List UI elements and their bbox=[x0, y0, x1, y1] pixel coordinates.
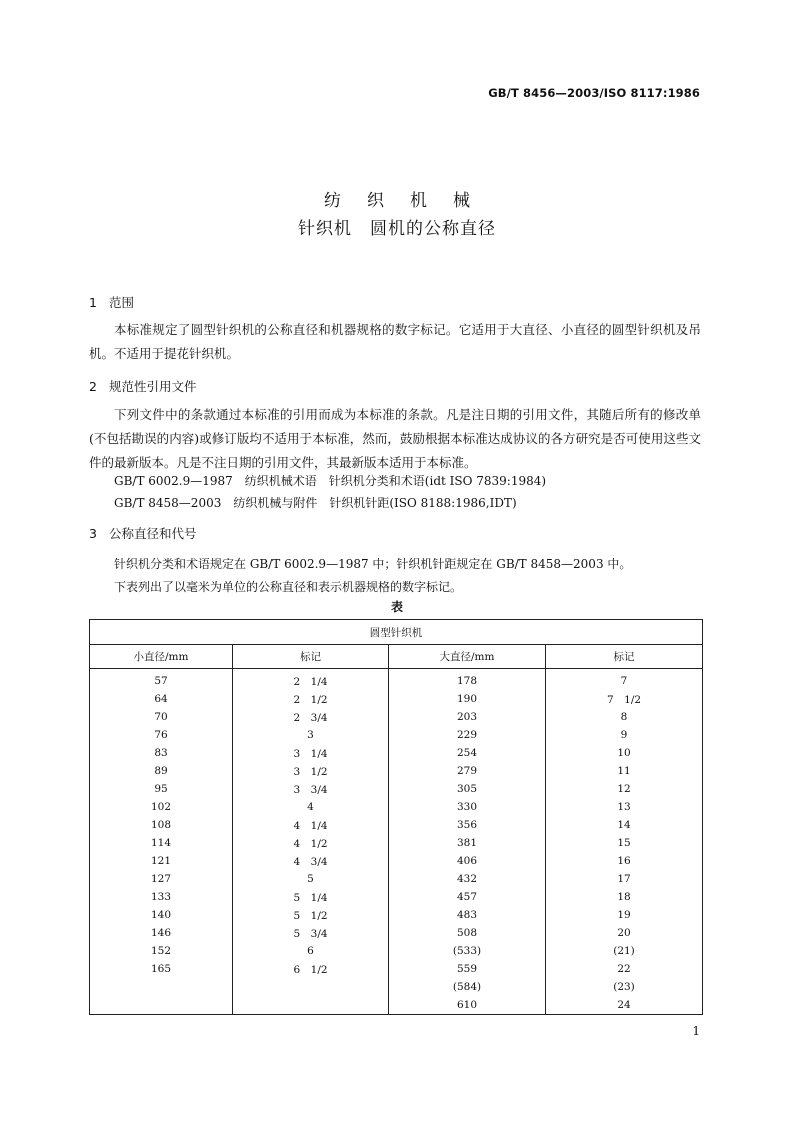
table-cell: 457 bbox=[389, 888, 546, 906]
table-cell: 15 bbox=[546, 834, 703, 852]
section-3-line-1: 针织机分类和术语规定在 GB/T 6002.9—1987 中；针织机针距规定在 GB/T 8458—2003 中。 bbox=[114, 557, 632, 571]
table-row bbox=[90, 834, 703, 852]
table-cell: 64 bbox=[90, 690, 233, 708]
table-cell: 20 bbox=[546, 924, 703, 942]
table-cell: 5 1/2 bbox=[233, 906, 389, 924]
table-cell: 2 3/4 bbox=[233, 708, 389, 726]
table-cell: 146 bbox=[90, 924, 233, 942]
document-title-main: 纺织机械 bbox=[324, 191, 496, 211]
table-cell: 22 bbox=[546, 960, 703, 978]
table-cell: 152 bbox=[90, 942, 233, 960]
table-cell: 305 bbox=[389, 780, 546, 798]
section-title: 公称直径和代号 bbox=[109, 526, 197, 541]
table-cell: 3 bbox=[233, 726, 389, 744]
table-row bbox=[90, 708, 703, 726]
table-cell: 6 bbox=[233, 942, 389, 960]
table-cell: 559 bbox=[389, 960, 546, 978]
document-title-sub: 针织机 圆机的公称直径 bbox=[298, 219, 496, 239]
reference-gb-6002-9: GB/T 6002.9—1987 纺织机械术语 针织机分类和术语(idt ISO 7839:1984) bbox=[114, 474, 547, 488]
table-cell: 16 bbox=[546, 852, 703, 870]
table-cell: 508 bbox=[389, 924, 546, 942]
section-number: 3 bbox=[89, 526, 97, 541]
section-2-paragraph: 下列文件中的条款通过本标准的引用而成为本标准的条款。凡是注日期的引用文件，其随后所有的修改单(不包括勘误的内容)或修订版均不适用于本标准，然而，鼓励根据本标准达成协议的各方研究是否可使用这些文件的最新版本。凡是不注日期的引用文件，其最新版本适用于本标准。 bbox=[89, 407, 701, 470]
table-cell: 114 bbox=[90, 834, 233, 852]
table-row bbox=[90, 780, 703, 798]
table-row bbox=[90, 726, 703, 744]
table-row bbox=[90, 690, 703, 708]
table-cell: 432 bbox=[389, 870, 546, 888]
table-cell: 4 1/4 bbox=[233, 816, 389, 834]
table-cell: 178 bbox=[389, 669, 546, 691]
section-1-paragraph: 本标准规定了圆型针织机的公称直径和机器规格的数字标记。它适用于大直径、小直径的圆型针织机及吊机。不适用于提花针织机。 bbox=[89, 322, 701, 361]
table-row bbox=[90, 744, 703, 762]
table-cell: 406 bbox=[389, 852, 546, 870]
table-row bbox=[90, 870, 703, 888]
table-cell: 4 bbox=[233, 798, 389, 816]
table-cell: 610 bbox=[389, 996, 546, 1015]
table-row bbox=[90, 669, 703, 691]
table-cell: 17 bbox=[546, 870, 703, 888]
table-cell: 5 3/4 bbox=[233, 924, 389, 942]
section-2-heading bbox=[89, 377, 197, 395]
standard-code: GB/T 8456—2003/ISO 8117:1986 bbox=[488, 86, 700, 100]
section-title: 范围 bbox=[109, 295, 135, 310]
table-cell: 2 1/2 bbox=[233, 690, 389, 708]
table-cell: 279 bbox=[389, 762, 546, 780]
table-cell: 5 1/4 bbox=[233, 888, 389, 906]
section-number: 2 bbox=[89, 379, 97, 394]
table-row bbox=[90, 762, 703, 780]
column-header-mark: 标记 bbox=[546, 645, 703, 669]
table-cell: 83 bbox=[90, 744, 233, 762]
table-cell: 108 bbox=[90, 816, 233, 834]
section-3-heading bbox=[89, 524, 197, 542]
table-group-header: 圆型针织机 bbox=[90, 620, 703, 645]
section-title: 规范性引用文件 bbox=[109, 379, 197, 394]
table-cell: 165 bbox=[90, 960, 233, 978]
table-cell: 12 bbox=[546, 780, 703, 798]
table-cell: 24 bbox=[546, 996, 703, 1015]
table-cell: 6 1/2 bbox=[233, 960, 389, 978]
diameter-table bbox=[89, 619, 703, 1015]
table-cell: 11 bbox=[546, 762, 703, 780]
table-row bbox=[90, 852, 703, 870]
page-number: 1 bbox=[692, 1024, 700, 1038]
table-row bbox=[90, 978, 703, 996]
column-header-mark: 标记 bbox=[233, 645, 389, 669]
table-cell: (23) bbox=[546, 978, 703, 996]
table-cell: (584) bbox=[389, 978, 546, 996]
table-cell: 190 bbox=[389, 690, 546, 708]
table-cell: 483 bbox=[389, 906, 546, 924]
table-cell: 140 bbox=[90, 906, 233, 924]
table-row bbox=[90, 906, 703, 924]
table-cell: 18 bbox=[546, 888, 703, 906]
table-cell bbox=[90, 996, 233, 1015]
table-cell: (21) bbox=[546, 942, 703, 960]
table-cell: 121 bbox=[90, 852, 233, 870]
table-cell: 127 bbox=[90, 870, 233, 888]
table-cell: 10 bbox=[546, 744, 703, 762]
column-header-large-diameter: 大直径/mm bbox=[389, 645, 546, 669]
table-cell: 70 bbox=[90, 708, 233, 726]
table-cell: 356 bbox=[389, 816, 546, 834]
table-row bbox=[90, 798, 703, 816]
table-cell: 7 1/2 bbox=[546, 690, 703, 708]
table-cell bbox=[233, 978, 389, 996]
table-cell: 89 bbox=[90, 762, 233, 780]
section-number: 1 bbox=[89, 295, 97, 310]
table-cell: 14 bbox=[546, 816, 703, 834]
table-caption: 表 bbox=[390, 600, 403, 614]
table-cell: 57 bbox=[90, 669, 233, 691]
table-row bbox=[90, 996, 703, 1015]
table-cell: 13 bbox=[546, 798, 703, 816]
table-cell bbox=[90, 978, 233, 996]
section-1-heading bbox=[89, 293, 134, 311]
table-cell: 3 3/4 bbox=[233, 780, 389, 798]
table-cell: 4 1/2 bbox=[233, 834, 389, 852]
table-cell: 95 bbox=[90, 780, 233, 798]
table-cell: 229 bbox=[389, 726, 546, 744]
table-row bbox=[90, 888, 703, 906]
table-body bbox=[90, 669, 703, 1015]
table-cell: 3 1/4 bbox=[233, 744, 389, 762]
table-row bbox=[90, 816, 703, 834]
table-cell: 330 bbox=[389, 798, 546, 816]
table-cell: 9 bbox=[546, 726, 703, 744]
table-row bbox=[90, 960, 703, 978]
table-cell: 133 bbox=[90, 888, 233, 906]
table-row bbox=[90, 924, 703, 942]
table-cell: 76 bbox=[90, 726, 233, 744]
table-cell: 7 bbox=[546, 669, 703, 691]
table-cell: 8 bbox=[546, 708, 703, 726]
table-cell: 19 bbox=[546, 906, 703, 924]
table-cell: (533) bbox=[389, 942, 546, 960]
table-row bbox=[90, 942, 703, 960]
table-cell: 2 1/4 bbox=[233, 669, 389, 691]
table-cell: 381 bbox=[389, 834, 546, 852]
reference-gb-8458: GB/T 8458—2003 纺织机械与附件 针织机针距(ISO 8188:1986,IDT) bbox=[114, 496, 517, 510]
table-cell: 3 1/2 bbox=[233, 762, 389, 780]
section-3-line-2: 下表列出了以毫米为单位的公称直径和表示机器规格的数字标记。 bbox=[114, 580, 463, 594]
column-header-small-diameter: 小直径/mm bbox=[90, 645, 233, 669]
table-cell: 254 bbox=[389, 744, 546, 762]
table-cell bbox=[233, 996, 389, 1015]
table-cell: 4 3/4 bbox=[233, 852, 389, 870]
table-cell: 5 bbox=[233, 870, 389, 888]
table-cell: 102 bbox=[90, 798, 233, 816]
table-cell: 203 bbox=[389, 708, 546, 726]
